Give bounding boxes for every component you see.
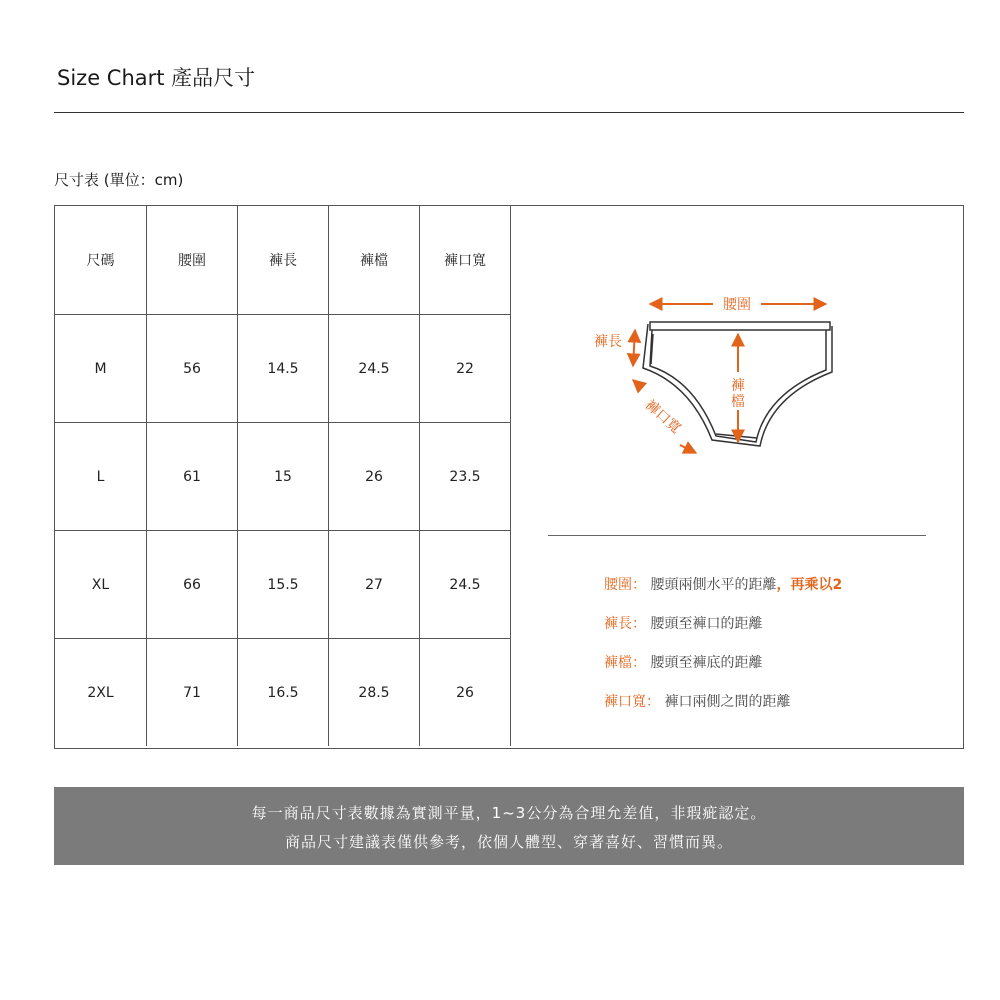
table-row [55,639,511,747]
length-arrow [633,330,635,366]
legend-item-waist [604,574,842,594]
table-header-row [55,206,511,315]
title-divider [54,112,964,113]
table-cell: 16.5 [238,639,329,747]
legend-key: 褲長： [604,616,646,632]
table-cell: 26 [420,639,511,747]
underwear-diagram [545,285,875,470]
table-cell: 71 [147,639,238,747]
table-cell: 15.5 [238,531,329,639]
table-cell: 56 [147,315,238,423]
disclaimer-line-2: 商品尺寸建議表僅供參考，依個人體型、穿著喜好、習慣而異。 [284,833,733,851]
legend-item-crotch [604,652,762,672]
table-row [55,315,511,423]
legend-divider [548,535,926,536]
column-header-size: 尺碼 [55,206,147,315]
table-cell: 14.5 [238,315,329,423]
disclaimer-banner [54,787,964,865]
table-cell: 22 [420,315,511,423]
table-cell: 15 [238,423,329,531]
size-table [55,206,511,746]
legend-text: 褲口兩側之間的距離 [664,694,791,710]
table-cell: XL [55,531,147,639]
column-header-crotch: 褲檔 [329,206,420,315]
legend-item-length [604,613,762,633]
legend-key: 褲口寬： [604,694,660,710]
column-header-waist: 腰圍 [147,206,238,315]
table-cell: 27 [329,531,420,639]
legend-item-leg-opening [604,691,790,711]
legend-key: 褲檔： [604,655,646,671]
length-label: 褲長 [594,334,622,350]
table-cell: 61 [147,423,238,531]
legend-text: 腰頭兩側水平的距離 [650,577,777,593]
table-cell: 24.5 [329,315,420,423]
page-title: Size Chart 產品尺寸 [57,66,256,90]
table-row [55,423,511,531]
legend-text: 腰頭至褲底的距離 [650,655,763,671]
column-header-length: 褲長 [238,206,329,315]
leg-opening-arrow-top [633,380,641,387]
leg-opening-arrow-bottom [680,445,696,453]
column-header-leg-opening: 褲口寬 [420,206,511,315]
table-cell: 23.5 [420,423,511,531]
disclaimer-line-1: 每一商品尺寸表數據為實測平量，1~3公分為合理允差值，非瑕疵認定。 [251,804,767,822]
legend-emphasis: ，再乘以2 [776,577,843,593]
table-caption: 尺寸表 (單位：cm) [54,171,184,189]
table-cell: 26 [329,423,420,531]
table-row [55,531,511,639]
legend-text: 腰頭至褲口的距離 [650,616,763,632]
crotch-label-1: 褲 [731,378,745,394]
crotch-label-2: 檔 [731,394,745,410]
table-cell: 24.5 [420,531,511,639]
waist-label: 腰圍 [723,297,751,313]
legend-key: 腰圍： [604,577,646,593]
leg-opening-label: 褲口寬 [641,397,684,438]
table-cell: M [55,315,147,423]
table-cell: 2XL [55,639,147,747]
table-cell: 66 [147,531,238,639]
table-cell: 28.5 [329,639,420,747]
table-cell: L [55,423,147,531]
